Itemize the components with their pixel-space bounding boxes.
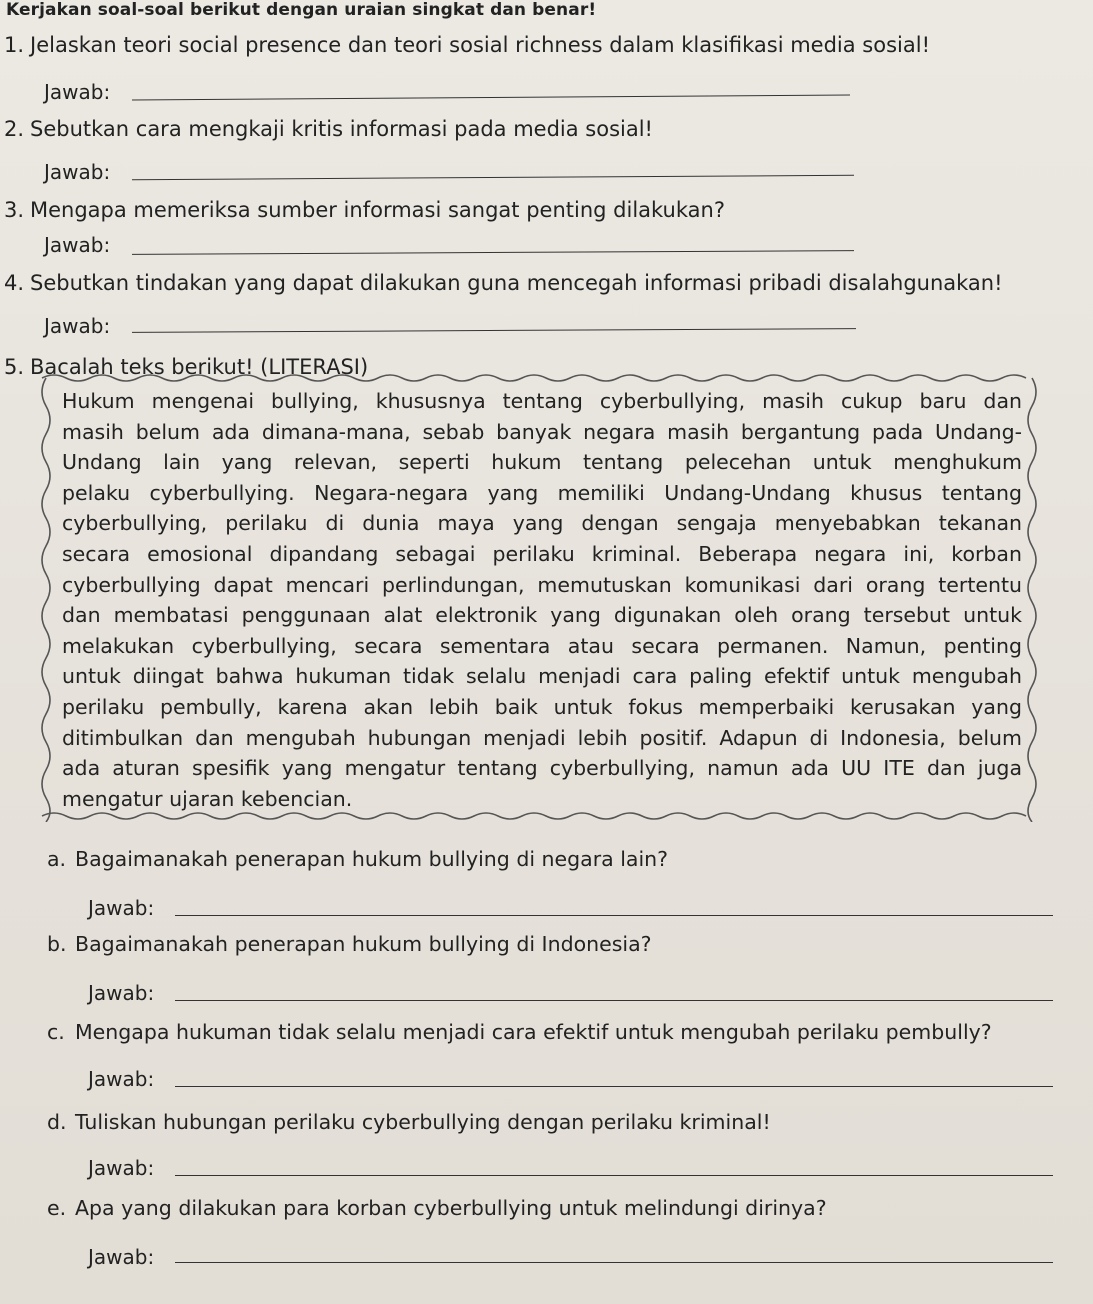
subquestion-letter: e. [47,1196,67,1220]
answer-line-4[interactable] [132,328,856,333]
subquestion-text: Bagaimanakah penerapan hukum bullying di negara lain? [75,847,669,871]
subquestion-text: Apa yang dilakukan para korban cyberbullying untuk melindungi dirinya? [75,1196,827,1220]
passage-line: Undang lain yang relevan, seperti hukum tentang pelecehan untuk menghukum [62,450,1022,475]
answer-label-d: Jawab: [88,1156,155,1180]
answer-label-3: Jawab: [44,233,111,257]
answer-line-b[interactable] [175,1000,1053,1001]
answer-line-d[interactable] [175,1175,1053,1176]
subquestion-a [47,847,668,871]
question-number: 4. [4,271,25,295]
passage-line: masih belum ada dimana-mana, sebab banyak negara masih bergantung pada Undang- [62,419,1022,444]
passage-line: cyberbullying, perilaku di dunia maya yang dengan sengaja menyebabkan tekanan [62,511,1022,536]
answer-line-3[interactable] [132,250,854,255]
question-text: Sebutkan tindakan yang dapat dilakukan guna mencegah informasi pribadi disalahgunakan! [30,271,1003,295]
question-number: 5. [4,355,25,379]
passage-line: cyberbullying dapat mencari perlindungan, memutuskan komunikasi dari orang tertentu [62,572,1022,597]
subquestion-text: Mengapa hukuman tidak selalu menjadi cara efektif untuk mengubah perilaku pembully? [75,1020,992,1044]
subquestion-c [47,1020,992,1044]
subquestion-b [47,932,652,956]
answer-label-2: Jawab: [44,160,111,184]
passage-line: Hukum mengenai bullying, khususnya tentang cyberbullying, masih cukup baru dan [62,389,1022,413]
subquestion-letter: b. [47,932,67,956]
passage-line: ditimbulkan dan mengubah hubungan menjadi lebih positif. Adapun di Indonesia, belum [62,725,1022,750]
question-3 [4,198,725,222]
question-number: 1. [4,33,25,57]
subquestion-text: Tuliskan hubungan perilaku cyberbullying dengan perilaku kriminal! [75,1110,771,1134]
question-number: 3. [4,198,25,222]
passage-line: untuk diingat bahwa hukuman tidak selalu menjadi cara paling efektif untuk mengubah [62,664,1022,689]
subquestion-d [47,1110,771,1134]
question-text: Jelaskan teori social presence dan teori sosial richness dalam klasifikasi media sosial! [30,33,930,57]
answer-label-b: Jawab: [88,981,155,1005]
question-2 [4,117,653,141]
subquestion-letter: d. [47,1110,67,1134]
reading-passage [62,386,1022,814]
passage-line: mengatur ujaran kebencian. [62,786,353,811]
passage-line: melakukan cyberbullying, secara sementara atau secara permanen. Namun, penting [62,633,1022,658]
question-4 [4,271,1003,295]
passage-line: secara emosional dipandang sebagai perilaku kriminal. Beberapa negara ini, korban [62,541,1022,566]
question-1 [4,33,930,57]
page-title: Kerjakan soal-soal berikut dengan uraian singkat dan benar! [6,0,597,20]
answer-line-1[interactable] [132,94,850,100]
answer-line-e[interactable] [175,1262,1053,1263]
question-text: Bacalah teks berikut! (LITERASI) [30,355,369,379]
answer-line-2[interactable] [132,175,854,180]
subquestion-letter: c. [47,1020,65,1044]
passage-line: pelaku cyberbullying. Negara-negara yang memiliki Undang-Undang khusus tentang [62,480,1022,505]
answer-label-4: Jawab: [44,314,111,338]
subquestion-text: Bagaimanakah penerapan hukum bullying di Indonesia? [75,932,652,956]
question-text: Mengapa memeriksa sumber informasi sangat penting dilakukan? [30,198,725,222]
question-number: 2. [4,117,25,141]
answer-line-c[interactable] [175,1086,1053,1087]
answer-label-a: Jawab: [88,896,155,920]
answer-label-c: Jawab: [88,1067,155,1091]
question-text: Sebutkan cara mengkaji kritis informasi pada media sosial! [30,117,653,141]
subquestion-e [47,1196,827,1220]
subquestion-letter: a. [47,847,67,871]
passage-line: perilaku pembully, karena akan lebih baik untuk fokus memperbaiki kerusakan yang [62,694,1022,719]
passage-line: ada aturan spesifik yang mengatur tentang cyberbullying, namun ada UU ITE dan juga [62,756,1022,781]
answer-line-a[interactable] [175,915,1053,916]
answer-label-1: Jawab: [44,80,111,104]
answer-label-e: Jawab: [88,1245,155,1269]
passage-line: dan membatasi penggunaan alat elektronik yang digunakan oleh orang tersebut untuk [62,603,1022,628]
